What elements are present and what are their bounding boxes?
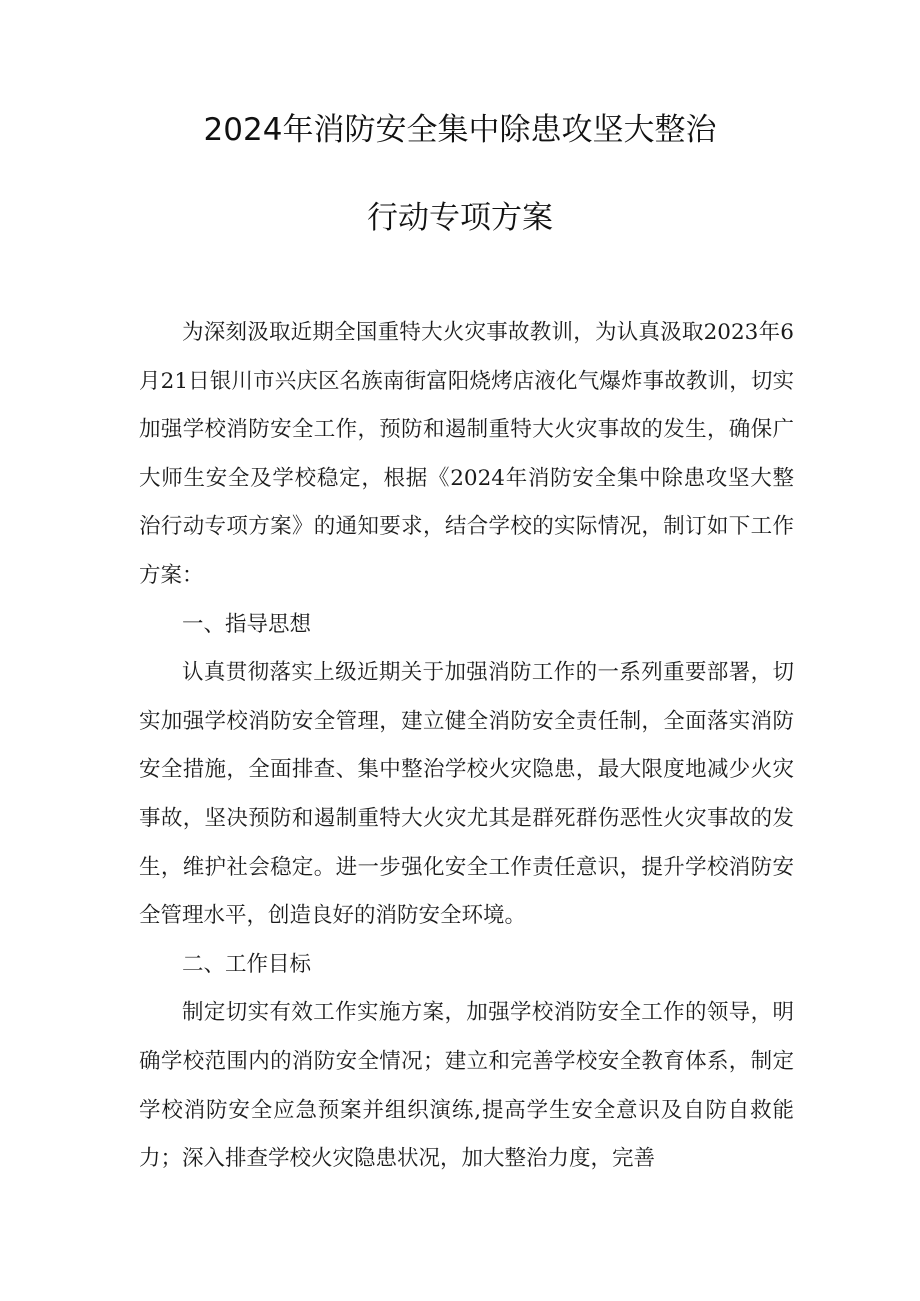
section-heading-guiding-ideology: 一、指导思想 [182, 611, 312, 637]
intro-paragraph: 为深刻汲取近期全国重特大火灾事故教训，为认真汲取2023年6月21日银川市兴庆区名族南街富阳烧烤店液化气爆炸事故教训，切实加强学校消防安全工作，预防和遏制重特大火灾事故的发生，确保广大师生安全及学校稳定，根据《2024年消防安全集中除患攻坚大整治行动专项方案》的通知要求，结合学校的实际情况，制订如下工作方案： [139, 320, 794, 588]
document-title-line-2: 行动专项方案 [367, 200, 553, 236]
guiding-ideology-paragraph: 认真贯彻落实上级近期关于加强消防工作的一系列重要部署，切实加强学校消防安全管理，建立健全消防安全责任制，全面落实消防安全措施，全面排查、集中整治学校火灾隐患，最大限度地减少火灾事故，坚决预防和遏制重特大火灾尤其是群死群伤恶性火灾事故的发生，维护社会稳定。进一步强化安全工作责任意识，提升学校消防安全管理水平，创造良好的消防安全环境。 [139, 660, 794, 929]
document-title-line-1: 2024年消防安全集中除患攻坚大整治 [203, 112, 717, 148]
section-heading-work-goals: 二、工作目标 [182, 951, 312, 977]
document-body [139, 309, 794, 1184]
work-goals-paragraph: 制定切实有效工作实施方案，加强学校消防安全工作的领导，明确学校范围内的消防安全情况；建立和完善学校安全教育体系，制定学校消防安全应急预案并组织演练,提高学生安全意识及自防自救能力；深入排查学校火灾隐患状况，加大整治力度，完善 [139, 1000, 794, 1172]
